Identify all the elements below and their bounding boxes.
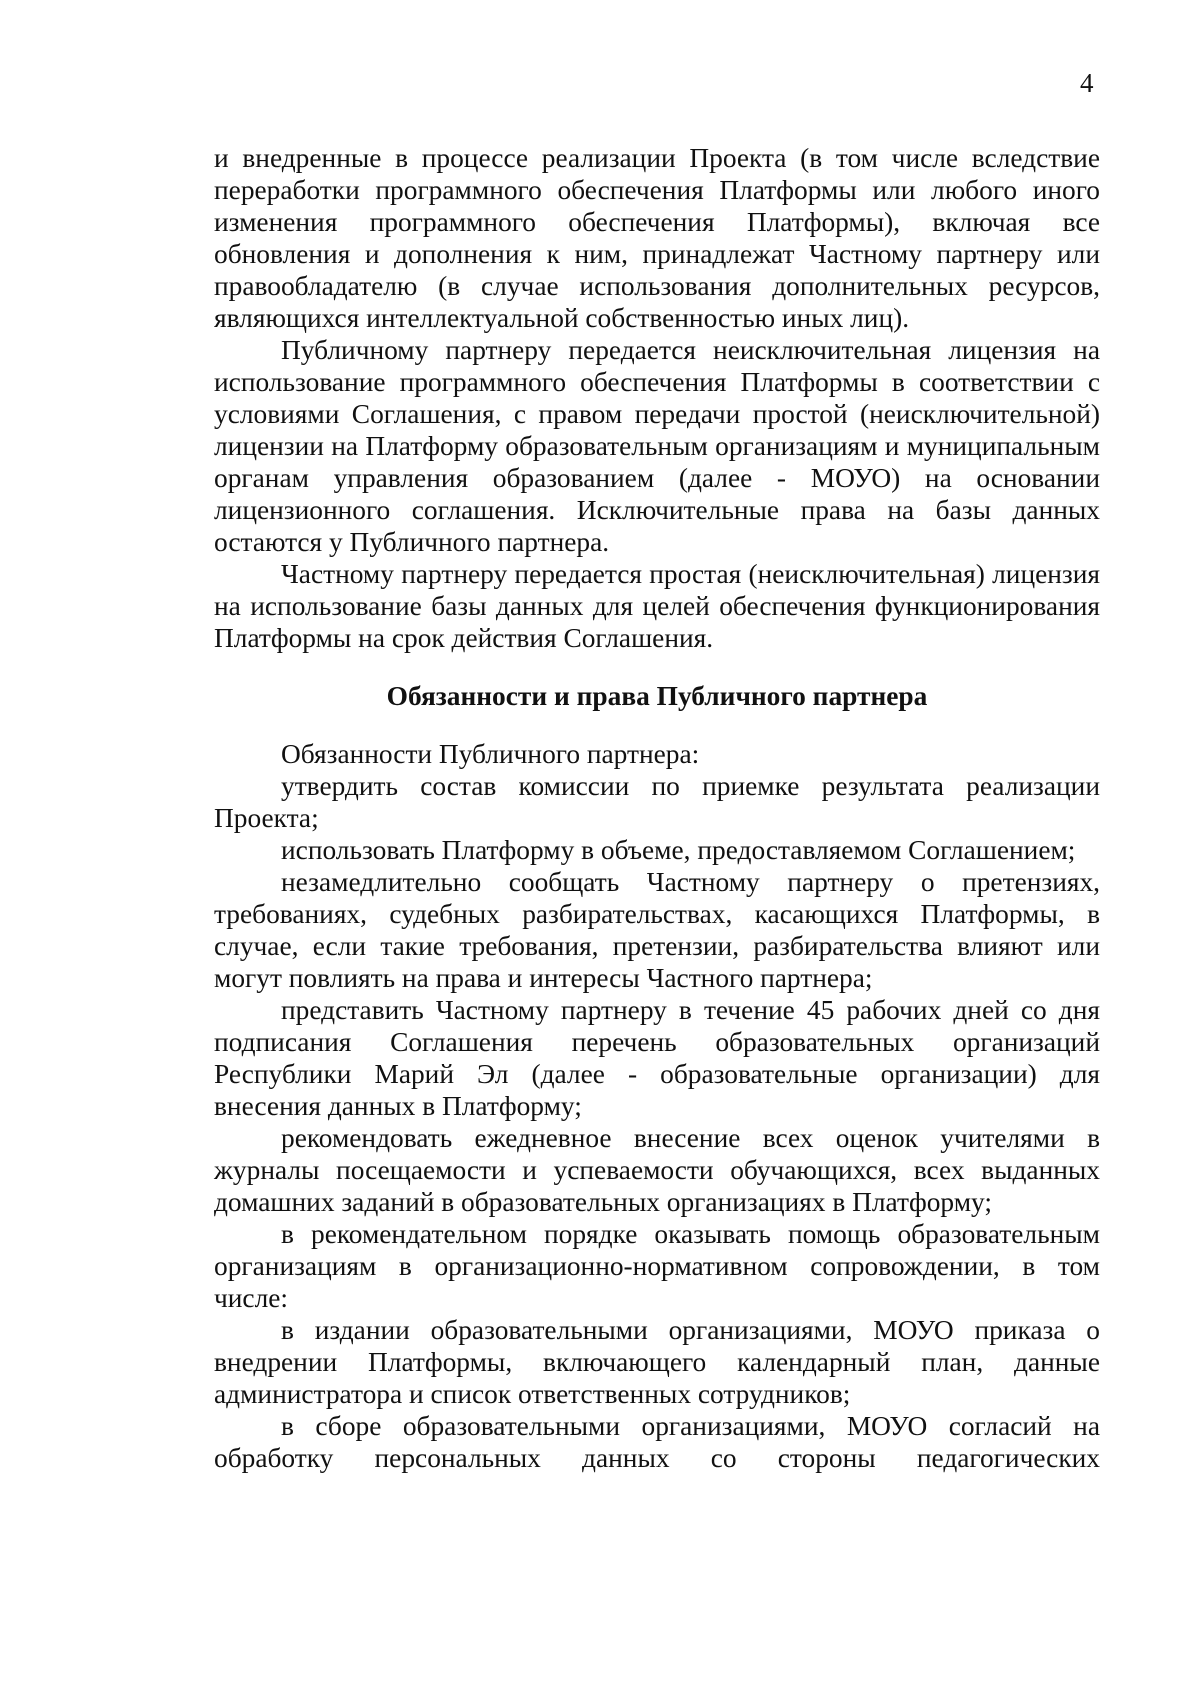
list-item-submit-org-list: представить Частному партнеру в течение 45 рабочих дней со дня подписания Соглашения перечень образовательных организаций Республики Марий Эл (далее - образовательные организации) для внесения данных в Платформу; (214, 995, 1100, 1121)
list-item-approve-commission: утвердить состав комиссии по приемке результата реализации Проекта; (214, 771, 1100, 833)
list-item-use-platform: использовать Платформу в объеме, предоставляемом Соглашением; (281, 835, 1076, 865)
paragraph-ip-rights: и внедренные в процессе реализации Проекта (в том числе вследствие переработки программного обеспечения Платформы или любого иного изменения программного обеспечения Платформы), включая все обновления и дополнения к ним, принадлежат Частному партнеру или правообладателю (в случае использования дополнительных ресурсов, являющихся интеллектуальной собственностью иных лиц). (214, 143, 1100, 333)
paragraph-public-partner-license: Публичному партнеру передается неисключительная лицензия на использование программного обеспечения Платформы в соответствии с условиями Соглашения, с правом передачи простой (неисключительной) лицензии на Платформу образовательным организациям и муниципальным органам управления образованием (далее - МОУО) на основании лицензионного соглашения. Исключительные права на базы данных остаются у Публичного партнера. (214, 335, 1100, 557)
page-number: 4 (1080, 68, 1094, 98)
paragraph-private-partner-license: Частному партнеру передается простая (неисключительная) лицензия на использование базы данных для целей обеспечения функционирования Платформы на срок действия Соглашения. (214, 559, 1100, 653)
list-item-collect-consents: в сборе образовательными организациями, МОУО согласий на обработку персональных данных со стороны педагогических (214, 1411, 1100, 1473)
list-item-notify-claims: незамедлительно сообщать Частному партнеру о претензиях, требованиях, судебных разбирательствах, касающихся Платформы, в случае, если такие требования, претензии, разбирательства влияют или могут повлиять на права и интересы Частного партнера; (214, 867, 1100, 993)
list-item-recommend-grades: рекомендовать ежедневное внесение всех оценок учителями в журналы посещаемости и успеваемости обучающихся, всех выданных домашних заданий в образовательных организациях в Платформу; (214, 1123, 1100, 1217)
paragraph-duties-intro: Обязанности Публичного партнера: (281, 739, 700, 769)
list-item-issue-order: в издании образовательными организациями, МОУО приказа о внедрении Платформы, включающего календарный план, данные администратора и список ответственных сотрудников; (214, 1315, 1100, 1409)
document-body (214, 142, 1100, 1474)
list-item-assist-orgs: в рекомендательном порядке оказывать помощь образовательным организациям в организационно-нормативном сопровождении, в том числе: (214, 1219, 1100, 1313)
section-heading: Обязанности и права Публичного партнера (386, 681, 928, 711)
